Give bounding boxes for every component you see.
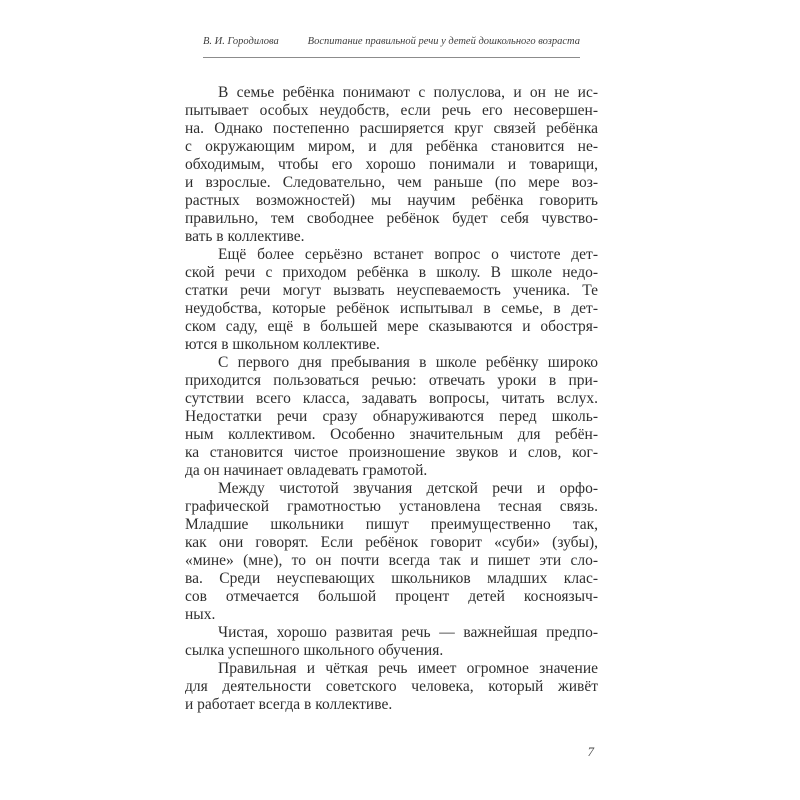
text-line: статки речи могут вызвать неуспеваемость ученика. Те: [185, 282, 598, 299]
text-line: с окружающим миром, и для ребёнка становится не-: [185, 138, 598, 155]
text-line: ным коллективом. Особенно значительным для ребён-: [185, 426, 598, 443]
text-line: пытывает особых неудобств, если речь его несовершен-: [185, 102, 598, 119]
paragraph: [185, 480, 598, 624]
text-line: для деятельности советского человека, который живёт: [185, 678, 598, 695]
text-line: и работает всегда в коллективе.: [185, 696, 393, 713]
paragraph: [185, 660, 598, 714]
text-line: «мине» (мне), то он почти всегда так и пишет эти сло-: [185, 552, 598, 569]
text-line: ных.: [185, 606, 216, 623]
text-line: В семье ребёнка понимают с полуслова, и он не ис-: [218, 84, 598, 101]
running-head-author: В. И. Городилова: [203, 36, 279, 47]
text-line: ской речи с приходом ребёнка в школу. В школе недо-: [185, 264, 598, 281]
header-rule: [203, 57, 580, 58]
running-head: [203, 36, 580, 47]
text-line: ва. Среди неуспевающих школьников младших клас-: [185, 570, 598, 587]
text-line: правильно, тем свободнее ребёнок будет себя чувство-: [185, 210, 598, 227]
text-line: графической грамотностью установлена тесная связь.: [185, 498, 598, 515]
text-line: Чистая, хорошо развитая речь — важнейшая предпо-: [218, 624, 598, 641]
paragraph: [185, 354, 598, 480]
text-line: сутствии всего класса, задавать вопросы, читать вслух.: [185, 390, 598, 407]
text-line: и взрослые. Следовательно, чем раньше (по мере воз-: [185, 174, 598, 191]
page-body: [185, 84, 598, 714]
text-line: Младшие школьники пишут преимущественно так,: [185, 516, 598, 533]
text-line: ются в школьном коллективе.: [185, 336, 380, 353]
running-head-title: Воспитание правильной речи у детей дошкольного возраста: [307, 36, 580, 47]
text-line: Ещё более серьёзно встанет вопрос о чистоте дет-: [218, 246, 598, 263]
text-line: обходимым, чтобы его хорошо понимали и товарищи,: [185, 156, 598, 173]
text-line: вать в коллективе.: [185, 228, 305, 245]
text-line: ка становится чистое произношение звуков и слов, ког-: [185, 444, 598, 461]
text-line: ском саду, ещё в большей мере сказываются и обостря-: [185, 318, 598, 335]
text-line: Правильная и чёткая речь имеет огромное значение: [218, 660, 598, 677]
text-line: Между чистотой звучания детской речи и орфо-: [218, 480, 598, 497]
paragraph: [185, 246, 598, 354]
text-line: сов отмечается большой процент детей косноязыч-: [185, 588, 598, 605]
text-line: как они говорят. Если ребёнок говорит «суби» (зубы),: [185, 534, 598, 551]
paragraph: [185, 84, 598, 246]
text-line: да он начинает овладевать грамотой.: [185, 462, 428, 479]
text-line: растных возможностей) мы научим ребёнка говорить: [185, 192, 598, 209]
text-line: Недостатки речи сразу обнаруживаются перед школь-: [185, 408, 598, 425]
text-line: неудобства, которые ребёнок испытывал в семье, в дет-: [185, 300, 598, 317]
text-line: на. Однако постепенно расширяется круг связей ребёнка: [185, 120, 598, 137]
text-line: приходится пользоваться речью: отвечать уроки в при-: [185, 372, 598, 389]
text-line: С первого дня пребывания в школе ребёнку широко: [218, 354, 598, 371]
page-footer: [185, 744, 594, 760]
page-number: 7: [587, 744, 594, 759]
text-line: сылка успешного школьного обучения.: [185, 642, 444, 659]
paragraph: [185, 624, 598, 660]
